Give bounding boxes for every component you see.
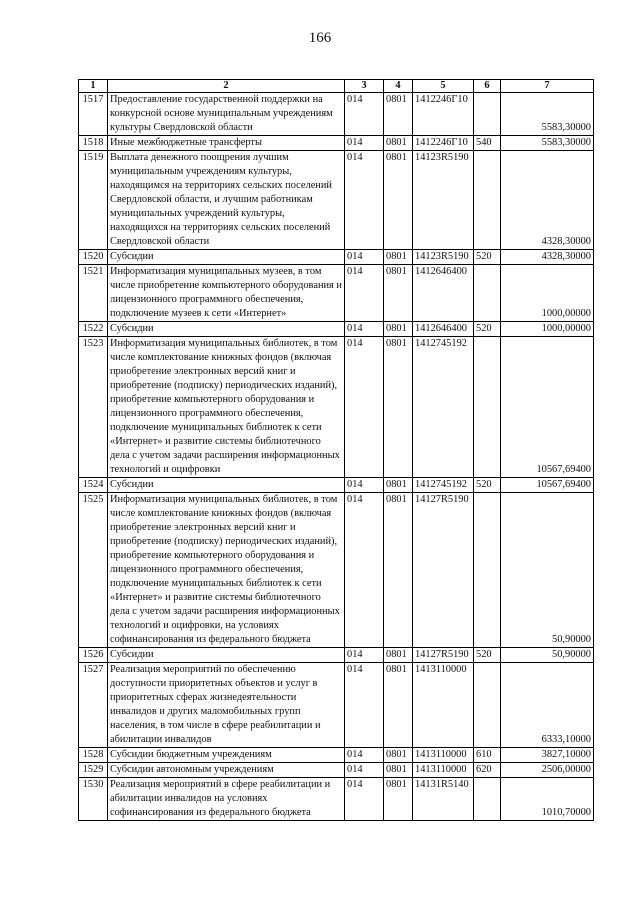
table-row (79, 136, 594, 151)
row-target-code: 1413110000 (413, 748, 474, 763)
row-amount: 10567,69400 (501, 337, 594, 478)
table-row (79, 748, 594, 763)
row-description: Информатизация муниципальных библиотек, в том числе комплектование книжных фондов (включая приобретение электронных версий книг и приобретение (подписку) периодических изданий), приобретение компьютерного оборудования и лицензионного программного обеспечения, подключение муниципальных библиотек к сети «Интернет» и развитие системы библиотечного дела с учетом задачи расширения информационных технологий и оцифровки, на условиях софинансирования из федерального бюджета (108, 493, 345, 648)
row-admin-code: 014 (345, 493, 384, 648)
row-admin-code: 014 (345, 136, 384, 151)
row-amount: 50,90000 (501, 493, 594, 648)
row-admin-code: 014 (345, 322, 384, 337)
column-header: 4 (384, 80, 413, 93)
row-admin-code: 014 (345, 778, 384, 821)
row-expense-type: 520 (474, 648, 501, 663)
column-header: 7 (501, 80, 594, 93)
row-number: 1525 (79, 493, 108, 648)
row-expense-type (474, 337, 501, 478)
row-section-code: 0801 (384, 250, 413, 265)
row-target-code: 1412745192 (413, 478, 474, 493)
column-header: 5 (413, 80, 474, 93)
row-target-code: 1413110000 (413, 763, 474, 778)
row-admin-code: 014 (345, 265, 384, 322)
row-description: Реализация мероприятий в сфере реабилитации и абилитации инвалидов на условиях софинансирования из федерального бюджета (108, 778, 345, 821)
row-description: Иные межбюджетные трансферты (108, 136, 345, 151)
table-row (79, 778, 594, 821)
page-number: 166 (308, 30, 332, 46)
row-number: 1524 (79, 478, 108, 493)
row-section-code: 0801 (384, 648, 413, 663)
row-number: 1528 (79, 748, 108, 763)
row-description: Выплата денежного поощрения лучшим муниципальным учреждениям культуры, находящимся на территориях сельских поселений Свердловской области, и лучшим работникам муниципальных учреждений культуры, находящихся на территориях сельских поселений Свердловской области (108, 151, 345, 250)
row-target-code: 1413110000 (413, 663, 474, 748)
row-admin-code: 014 (345, 337, 384, 478)
row-expense-type: 520 (474, 250, 501, 265)
row-number: 1521 (79, 265, 108, 322)
row-section-code: 0801 (384, 337, 413, 478)
row-number: 1527 (79, 663, 108, 748)
row-expense-type (474, 663, 501, 748)
row-expense-type: 520 (474, 478, 501, 493)
row-amount: 10567,69400 (501, 478, 594, 493)
row-number: 1522 (79, 322, 108, 337)
table-row (79, 250, 594, 265)
row-target-code: 1412745192 (413, 337, 474, 478)
row-expense-type: 610 (474, 748, 501, 763)
row-section-code: 0801 (384, 93, 413, 136)
row-description: Предоставление государственной поддержки на конкурсной основе муниципальным учреждениям культуры Свердловской области (108, 93, 345, 136)
row-admin-code: 014 (345, 250, 384, 265)
table-row (79, 663, 594, 748)
row-amount: 1000,00000 (501, 322, 594, 337)
table-row (79, 151, 594, 250)
row-admin-code: 014 (345, 663, 384, 748)
row-description: Информатизация муниципальных библиотек, в том числе комплектование книжных фондов (включая приобретение электронных версий книг и приобретение (подписку) периодических изданий), приобретение компьютерного оборудования и лицензионного программного обеспечения, подключение муниципальных библиотек к сети «Интернет» и развитие системы библиотечного дела с учетом задачи расширения информационных технологий и оцифровки (108, 337, 345, 478)
row-amount: 1010,70000 (501, 778, 594, 821)
row-expense-type (474, 93, 501, 136)
row-expense-type (474, 265, 501, 322)
row-amount: 50,90000 (501, 648, 594, 663)
row-amount: 4328,30000 (501, 250, 594, 265)
row-target-code: 1412646400 (413, 322, 474, 337)
row-admin-code: 014 (345, 648, 384, 663)
header-row (79, 80, 594, 93)
row-section-code: 0801 (384, 322, 413, 337)
row-description: Субсидии (108, 322, 345, 337)
row-expense-type: 520 (474, 322, 501, 337)
row-number: 1519 (79, 151, 108, 250)
row-description: Субсидии (108, 478, 345, 493)
table-row (79, 337, 594, 478)
row-section-code: 0801 (384, 663, 413, 748)
row-target-code: 14127R5190 (413, 648, 474, 663)
row-admin-code: 014 (345, 93, 384, 136)
row-amount: 4328,30000 (501, 151, 594, 250)
row-section-code: 0801 (384, 763, 413, 778)
row-section-code: 0801 (384, 478, 413, 493)
row-description: Субсидии (108, 648, 345, 663)
row-description: Субсидии автономным учреждениям (108, 763, 345, 778)
row-expense-type (474, 778, 501, 821)
row-number: 1518 (79, 136, 108, 151)
row-admin-code: 014 (345, 748, 384, 763)
row-number: 1520 (79, 250, 108, 265)
row-expense-type: 620 (474, 763, 501, 778)
row-target-code: 14123R5190 (413, 151, 474, 250)
table-body (79, 93, 594, 821)
budget-table (78, 79, 594, 821)
row-number: 1529 (79, 763, 108, 778)
table-row (79, 493, 594, 648)
row-description: Субсидии бюджетным учреждениям (108, 748, 345, 763)
table-row (79, 93, 594, 136)
row-target-code: 14127R5190 (413, 493, 474, 648)
column-header: 3 (345, 80, 384, 93)
row-number: 1517 (79, 93, 108, 136)
table-row (79, 648, 594, 663)
row-description: Субсидии (108, 250, 345, 265)
table-row (79, 478, 594, 493)
row-description: Реализация мероприятий по обеспечению доступности приоритетных объектов и услуг в приоритетных сферах жизнедеятельности инвалидов и других маломобильных групп населения, в том числе в сфере реабилитации и абилитации инвалидов (108, 663, 345, 748)
row-amount: 6333,10000 (501, 663, 594, 748)
row-admin-code: 014 (345, 763, 384, 778)
row-section-code: 0801 (384, 493, 413, 648)
row-section-code: 0801 (384, 778, 413, 821)
row-expense-type (474, 151, 501, 250)
row-target-code: 14131R5140 (413, 778, 474, 821)
row-amount: 2506,00000 (501, 763, 594, 778)
row-section-code: 0801 (384, 265, 413, 322)
column-header: 2 (108, 80, 345, 93)
row-number: 1523 (79, 337, 108, 478)
row-target-code: 1412246Г10 (413, 93, 474, 136)
row-amount: 5583,30000 (501, 93, 594, 136)
row-section-code: 0801 (384, 136, 413, 151)
row-expense-type: 540 (474, 136, 501, 151)
row-section-code: 0801 (384, 748, 413, 763)
table-row (79, 322, 594, 337)
row-target-code: 1412646400 (413, 265, 474, 322)
row-admin-code: 014 (345, 151, 384, 250)
row-amount: 3827,10000 (501, 748, 594, 763)
row-description: Информатизация муниципальных музеев, в том числе приобретение компьютерного оборудования и лицензионного программного обеспечения, подключение музеев к сети «Интернет» (108, 265, 345, 322)
row-section-code: 0801 (384, 151, 413, 250)
row-number: 1526 (79, 648, 108, 663)
column-header: 1 (79, 80, 108, 93)
row-amount: 1000,00000 (501, 265, 594, 322)
row-target-code: 14123R5190 (413, 250, 474, 265)
row-amount: 5583,30000 (501, 136, 594, 151)
row-number: 1530 (79, 778, 108, 821)
table-row (79, 265, 594, 322)
table-row (79, 763, 594, 778)
column-header: 6 (474, 80, 501, 93)
row-admin-code: 014 (345, 478, 384, 493)
row-expense-type (474, 493, 501, 648)
row-target-code: 1412246Г10 (413, 136, 474, 151)
